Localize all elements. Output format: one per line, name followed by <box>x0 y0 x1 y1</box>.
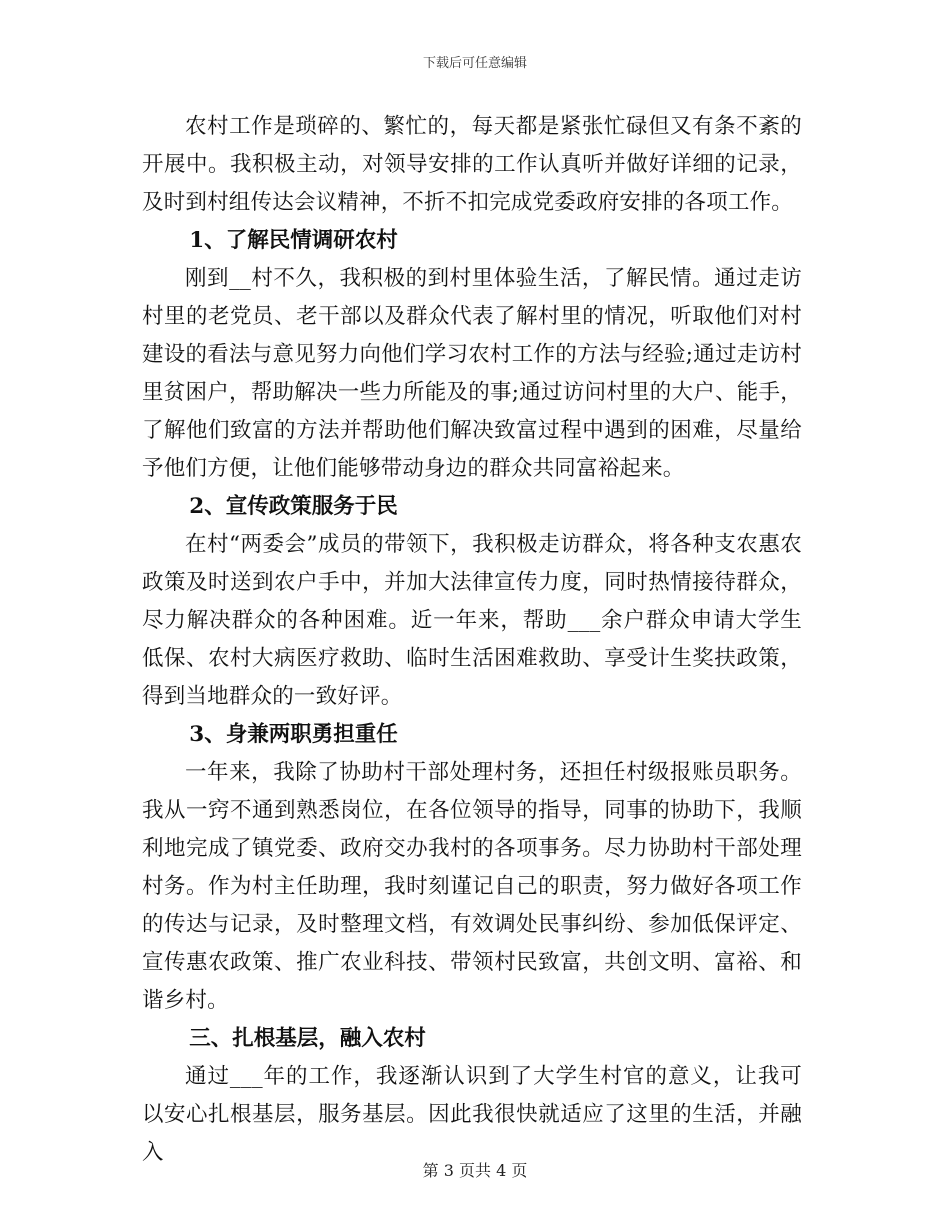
section-heading: 1、了解民情调研农村 <box>189 228 398 253</box>
paragraph: 刚到__村不久，我积极的到村里体验生活，了解民情。通过走访村里的老党员、老干部以及群众代表了解村里的情况，听取他们对村建设的看法与意见努力向他们学习农村工作的方法与经验;通过走访村里贫困户，帮助解决一些力所能及的事;通过访问村里的大户、能手，了解他们致富的方法并帮助他们解决致富过程中遇到的困难，尽量给予他们方便，让他们能够带动身边的群众共同富裕起来。 <box>142 266 802 481</box>
paragraph: 通过___年的工作，我逐渐认识到了大学生村官的意义，让我可以安心扎根基层，服务基层。因此我很快就适应了这里的生活，并融入 <box>142 1064 802 1165</box>
section-heading: 2、宣传政策服务于民 <box>189 494 398 519</box>
page-header: 下载后可任意编辑 <box>422 56 527 71</box>
page-footer: 第 3 页共 4 页 <box>422 1161 528 1180</box>
section-heading: 三、扎根基层，融入农村 <box>189 1026 426 1051</box>
paragraph: 一年来，我除了协助村干部处理村务，还担任村级报账员职务。我从一窍不通到熟悉岗位，在各位领导的指导，同事的协助下，我顺利地完成了镇党委、政府交办我村的各项事务。尽力协助村干部处理村务。作为村主任助理，我时刻谨记自己的职责，努力做好各项工作的传达与记录，及时整理文档，有效调处民事纠纷、参加低保评定、宣传惠农政策、推广农业科技、带领村民致富，共创文明、富裕、和谐乡村。 <box>142 760 802 1013</box>
paragraph: 农村工作是琐碎的、繁忙的，每天都是紧张忙碌但又有条不紊的开展中。我积极主动，对领导安排的工作认真听并做好详细的记录，及时到村组传达会议精神，不折不扣完成党委政府安排的各项工作。 <box>142 114 802 215</box>
document-body <box>142 108 802 1172</box>
section-heading: 3、身兼两职勇担重任 <box>189 722 398 747</box>
paragraph: 在村“两委会”成员的带领下，我积极走访群众，将各种支农惠农政策及时送到农户手中，并加大法律宣传力度，同时热情接待群众，尽力解决群众的各种困难。近一年来，帮助___余户群众申请大学生低保、农村大病医疗救助、临时生活困难救助、享受计生奖扶政策，得到当地群众的一致好评。 <box>142 532 802 709</box>
